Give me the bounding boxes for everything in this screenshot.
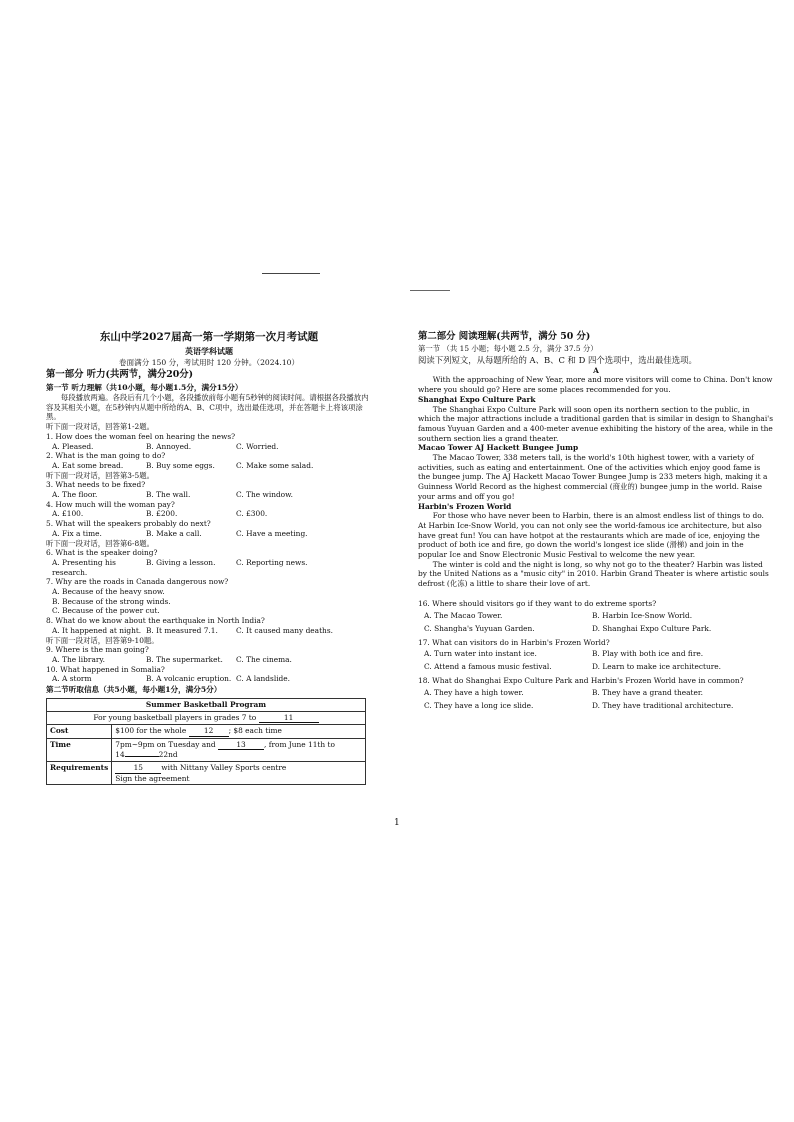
time-text-end: 22nd (158, 750, 178, 760)
question-stem: 3. What needs to be fixed? (46, 480, 146, 490)
options-row (46, 674, 372, 684)
option-b: B. It measured 7.1. (146, 625, 218, 635)
option-a: A. Because of the heavy snow. (52, 587, 165, 597)
option-b: B. The wall. (146, 490, 191, 500)
requirements-text: with Nittany Valley Sports centre (161, 763, 287, 773)
part1-title: 第一部分 听力(共两节，满分20分) (46, 369, 194, 380)
option-a: A. Pleased. (52, 441, 94, 451)
passage-paragraph-1: The Shanghai Expo Culture Park will soon open its northern section to the public, in which the major attractions include a traditional garden that is similar in design to Shanghai's famous Yuyuan Garden and a 400-meter avenue exhibiting the history of the area, while in the southern section lies a grand theater. (418, 404, 774, 443)
option-d: D. They have traditional architecture. (592, 700, 734, 710)
option-b: B. Play with both ice and fire. (592, 649, 704, 659)
part2-title: 第二部分 阅读理解(共两节，满分 50 分) (418, 331, 591, 342)
options-row (46, 626, 372, 636)
option-c: C. £300. (236, 509, 268, 519)
option-d: D. Learn to make ice architecture. (592, 662, 721, 672)
option-a: A. They have a high tower. (424, 687, 524, 697)
options-row (418, 622, 774, 635)
question-stem: 2. What is the man going to do? (46, 451, 166, 461)
blank-12: 12 (189, 726, 229, 737)
listening-hint: 听下面一段对话，回答第6-8题。 (46, 538, 154, 548)
option-c: C. It caused many deaths. (236, 625, 333, 635)
part1-sec2-title: 第二节听取信息（共5小题，每小题1分，满分5分） (46, 685, 222, 695)
cost-label: Cost (47, 725, 112, 739)
option-c: C. Because of the power cut. (52, 606, 160, 616)
question-stem: 17. What can visitors do in Harbin's Frozen World? (418, 637, 610, 647)
question-stem: 16. Where should visitors go if they want to do extreme sports? (418, 598, 657, 608)
option-b: B. Harbin Ice-Snow World. (592, 610, 693, 620)
question-stem: 8. What do we know about the earthquake in North India? (46, 616, 265, 626)
program-subtitle (47, 711, 366, 725)
option-c: C. They have a long ice slide. (424, 700, 534, 710)
option-b: B. Annoyed. (146, 441, 192, 451)
passage-paragraph-2: The Macao Tower, 338 meters tall, is the world's 10th highest tower, with a variety of activities, such as eating and entertainment. One of the activities which enjoy good fame is the bungee jump. The AJ Hackett Macao Tower Bungee Jump is 233 meters high, making it a Guinness World Record as the highest commercial (商业的) bungee jump in the world. Raise your arms and off you go! (418, 453, 768, 501)
options-row (46, 509, 372, 519)
option-b: B. Make a call. (146, 528, 202, 538)
part1-sec1-title: 第一节 听力理解（共10小题，每小题1.5分，满分15分） (46, 383, 243, 392)
option-c: C. Shangha's Yuyuan Garden. (424, 623, 535, 633)
time-text: 7pm~9pm on Tuesday and (115, 739, 216, 749)
option-a: A. Eat some bread. (52, 460, 124, 470)
option-d: D. Shanghai Expo Culture Park. (592, 623, 712, 633)
option-b: B. They have a grand theater. (592, 687, 703, 697)
option-a: A. It happened at night. (52, 625, 142, 635)
exam-title: 东山中学2027届高一第一学期第一次月考试题 (99, 331, 319, 343)
cost-value (112, 725, 366, 739)
option-b: B. £200. (146, 509, 178, 519)
option-c: C. The cinema. (236, 654, 292, 664)
exam-meta: 卷面满分 150 分，考试用时 120 分钟。（2024.10） (118, 358, 300, 367)
option-b: B. Buy some eggs. (146, 460, 215, 470)
requirements-line2: Sign the agreement (115, 773, 190, 783)
passage-paragraph-4: The winter is cold and the night is long, so why not go to the theater? Harbin was listed by the United Nations as a "music city" in 2010. Harbin Grand Theater is where artistic souls defrost (化冻) a little to share their love of art. (418, 559, 769, 589)
option-c: C. Reporting news. (236, 557, 308, 567)
listening-hint: 听下面一段对话，回答第9-10题。 (46, 635, 159, 645)
part2-instructions: 阅读下列短文，从每题所给的 A、B、C 和 D 四个选项中，选出最佳选项。 (418, 354, 697, 365)
cost-text: $100 for the whole (115, 726, 187, 736)
passage-heading-1: Shanghai Expo Culture Park (418, 394, 536, 404)
time-text-mid: , from June 11th to (264, 739, 335, 749)
option-c: C. Make some salad. (236, 460, 314, 470)
option-b: B. Giving a lesson. (146, 557, 216, 567)
passage-heading-3: Harbin's Frozen World (418, 501, 512, 511)
options-row (418, 686, 774, 699)
passage-letter: A (593, 365, 599, 375)
passage-paragraph-3: For those who have never been to Harbin, there is an almost endless list of things to do. At Harbin Ice-Snow World, you can not only see the world-famous ice architecture, but also have great fun! You can have hotpot at the restaurants which are made of ice, enjoying the product of both ice and fire, go down the world's longest ice slide (滑梯) and join in the popular Ice and Snow Electronic Music Festival to welcome the new year. (418, 511, 764, 560)
part1-instructions: 每段播放两遍。各段后有几个小题，各段播放前每小题有5秒钟的阅读时间。请根据各段播放内容及其相关小题，在5秒钟内从题中所给的A、B、C项中，选出最佳选项，并在答题卡上将该项涂黑。 (46, 393, 369, 422)
passage-intro: With the approaching of New Year, more and more visitors will come to China. Don't know where you should go? Here are some places recommended for you. (418, 375, 773, 395)
time-value (112, 738, 366, 761)
requirements-label: Requirements (47, 762, 112, 785)
cost-text-post: ; $8 each time (228, 726, 282, 736)
option-a: A. £100. (52, 509, 84, 519)
option-c: C. The window. (236, 490, 293, 500)
requirements-value (112, 762, 366, 785)
exam-subtitle: 英语学科试题 (185, 346, 233, 356)
options-row (418, 699, 774, 712)
right-column (418, 330, 774, 712)
question-stem: 7. Why are the roads in Canada dangerous now? (46, 577, 229, 587)
left-column (46, 330, 372, 785)
option-a: A. The floor. (52, 490, 98, 500)
option-c: C. Attend a famous music festival. (424, 662, 552, 672)
options-row (418, 660, 774, 673)
options-row (46, 490, 372, 500)
blank-11: 11 (259, 713, 319, 724)
blank-14-line (125, 756, 159, 757)
program-subtitle-text: For young basketball players in grades 7 to (93, 712, 257, 722)
option-b: B. The supermarket. (146, 654, 223, 664)
blank-13: 13 (218, 740, 264, 751)
page-number: 1 (394, 818, 400, 828)
options-row (46, 558, 372, 577)
options-row (46, 529, 372, 539)
blank-15: 15 (115, 763, 161, 774)
listening-hint: 听下面一段对话，回答第1-2题。 (46, 422, 154, 432)
listening-questions (46, 432, 372, 684)
option-a: A. Presenting his research. (52, 557, 116, 577)
option-c: C. Have a meeting. (236, 528, 308, 538)
question-stem: 1. How does the woman feel on hearing the news? (46, 431, 236, 441)
option-c: C. A landslide. (236, 674, 291, 684)
option-b: B. A volcanic eruption. (146, 674, 232, 684)
options-row (46, 442, 372, 452)
question-stem: 18. What do Shanghai Expo Culture Park and Harbin's Frozen World have in common? (418, 676, 744, 686)
options-row (418, 647, 774, 660)
option-c: C. Worried. (236, 441, 279, 451)
part2-sec1: 第一节 （共 15 小题；每小题 2.5 分，满分 37.5 分） (418, 344, 598, 353)
option-b: B. Because of the strong winds. (52, 596, 171, 606)
option-a: A. Fix a time. (52, 528, 102, 538)
question-stem: 6. What is the speaker doing? (46, 548, 158, 558)
options-row (418, 609, 774, 622)
time-label: Time (47, 738, 112, 761)
listening-hint: 听下面一段对话，回答第3-5题。 (46, 470, 154, 480)
option-a: A. A storm (52, 674, 92, 684)
decorative-rule (262, 273, 320, 274)
option-a: A. The Macao Tower. (424, 610, 503, 620)
options-row (46, 655, 372, 665)
program-title: Summer Basketball Program (47, 699, 366, 712)
question-stem: 5. What will the speakers probably do next? (46, 519, 211, 529)
program-table (46, 698, 366, 785)
reading-questions (418, 599, 774, 712)
decorative-rule (410, 290, 450, 291)
option-a: A. The library. (52, 654, 105, 664)
question-stem: 9. Where is the man going? (46, 645, 149, 655)
question-stem: 10. What happened in Somalia? (46, 664, 165, 674)
options-row (46, 461, 372, 471)
blank-14: 14 (115, 750, 125, 760)
question-stem: 4. How much will the woman pay? (46, 499, 175, 509)
passage-heading-2: Macao Tower AJ Hackett Bungee Jump (418, 443, 579, 453)
option-a: A. Turn water into instant ice. (424, 649, 537, 659)
